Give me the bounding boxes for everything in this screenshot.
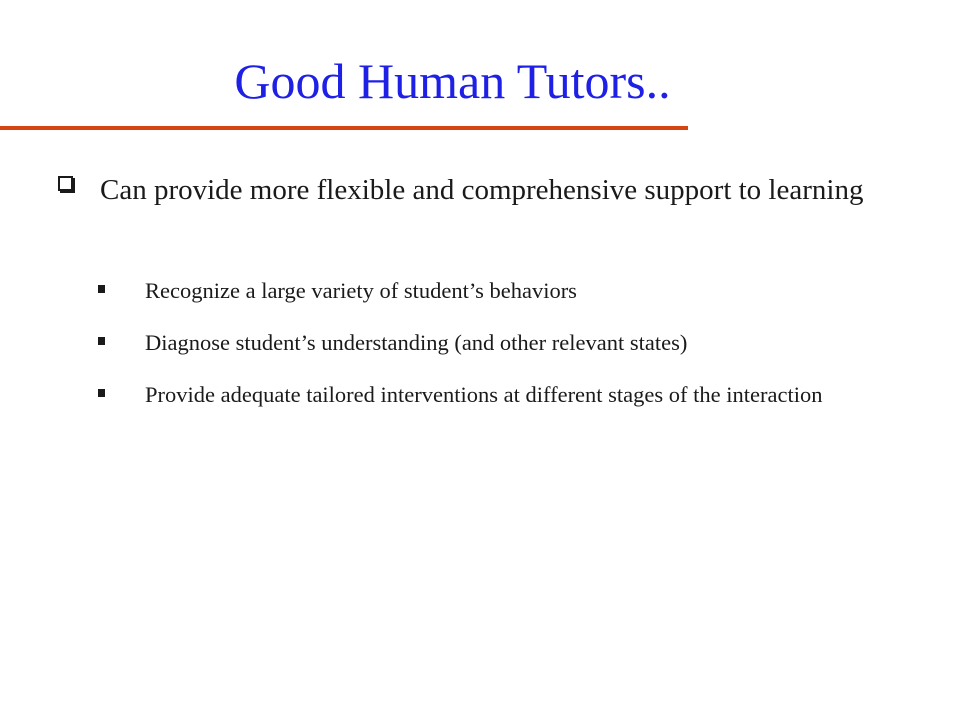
- sub-bullet-item: [92, 326, 922, 359]
- sub-bullet-text: Provide adequate tailored interventions at different stages of the interaction: [145, 382, 823, 407]
- filled-square-bullet-icon: [98, 285, 105, 293]
- bullet-item: [58, 170, 946, 210]
- sub-bullet-item: [92, 274, 922, 307]
- bullet-text: Can provide more flexible and comprehensive support to learning: [100, 174, 864, 206]
- sub-bullet-list: [92, 274, 922, 430]
- hollow-square-bullet-icon: [58, 176, 73, 191]
- filled-square-bullet-icon: [98, 337, 105, 345]
- filled-square-bullet-icon: [98, 389, 105, 397]
- sub-bullet-text: Diagnose student’s understanding (and other relevant states): [145, 330, 688, 355]
- title-underline: [0, 126, 688, 130]
- sub-bullet-item: [92, 378, 922, 411]
- slide-title: Good Human Tutors..: [234, 53, 671, 109]
- sub-bullet-text: Recognize a large variety of student’s behaviors: [145, 278, 577, 303]
